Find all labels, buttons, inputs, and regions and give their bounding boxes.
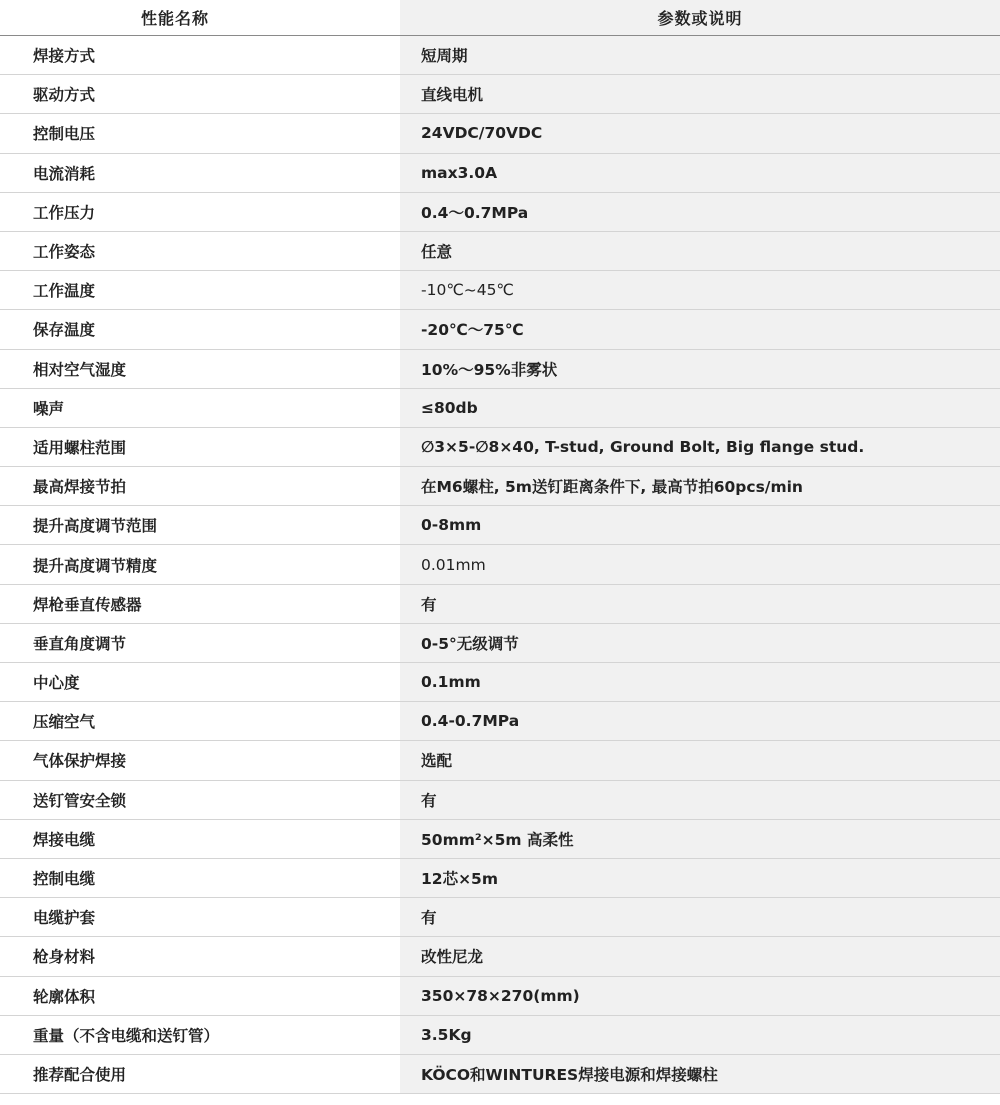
table-row [0,467,1000,506]
row-value: 直线电机 [400,75,1000,113]
table-row [0,428,1000,467]
row-name: 枪身材料 [33,948,96,967]
row-value: 0.4～0.7MPa [400,193,1000,231]
row-name: 工作温度 [33,282,96,301]
table-row [0,193,1000,232]
row-name: 控制电缆 [33,870,96,889]
table-row [0,859,1000,898]
table-row [0,350,1000,389]
row-name: 压缩空气 [33,713,96,732]
row-name: 中心度 [33,674,80,693]
table-row [0,585,1000,624]
table-row [0,663,1000,702]
row-value: 短周期 [400,36,1000,74]
row-value: 0-8mm [400,506,1000,544]
row-value: 0.01mm [400,545,1000,583]
row-value: 24VDC/70VDC [400,114,1000,152]
row-name: 工作姿态 [33,243,96,262]
row-name: 轮廓体积 [33,987,96,1006]
table-row [0,741,1000,780]
table-row [0,1055,1000,1094]
row-name: 相对空气湿度 [33,360,127,379]
row-value: 10%～95%非雾状 [400,350,1000,388]
row-name: 保存温度 [33,321,96,340]
row-name: 提升高度调节精度 [33,556,158,575]
row-name: 气体保护焊接 [33,752,127,771]
table-row [0,820,1000,859]
row-value: 12芯×5m [400,859,1000,897]
table-row [0,506,1000,545]
row-value: 350×78×270(mm) [400,977,1000,1015]
row-value: 0.1mm [400,663,1000,701]
table-row [0,36,1000,75]
row-name: 垂直角度调节 [33,634,127,653]
row-name: 电流消耗 [33,164,96,183]
row-value: 0-5°无级调节 [400,624,1000,662]
header-value: 参数或说明 [657,9,743,28]
header-name-cell [0,6,400,29]
row-name: 焊接电缆 [33,830,96,849]
table-row [0,702,1000,741]
table-header [0,0,1000,36]
row-value: KÖCO和WINTURES焊接电源和焊接螺柱 [400,1055,1000,1093]
row-name: 焊枪垂直传感器 [33,595,142,614]
row-value: 在M6螺柱, 5m送钉距离条件下, 最高节拍60pcs/min [400,467,1000,505]
table-row [0,75,1000,114]
table-row [0,545,1000,584]
row-name: 驱动方式 [33,86,96,105]
table-row [0,1016,1000,1055]
table-row [0,781,1000,820]
row-value: 3.5Kg [400,1016,1000,1054]
row-name: 工作压力 [33,203,96,222]
row-value: 改性尼龙 [400,937,1000,975]
header-name: 性能名称 [140,9,209,28]
table-row [0,389,1000,428]
row-name: 重量（不含电缆和送钉管） [33,1026,220,1045]
row-value: ≤80db [400,389,1000,427]
table-row [0,114,1000,153]
table-row [0,937,1000,976]
row-value: 有 [400,898,1000,936]
row-name: 控制电压 [33,125,96,144]
row-value: 有 [400,781,1000,819]
row-value: 0.4-0.7MPa [400,702,1000,740]
row-name: 提升高度调节范围 [33,517,158,536]
row-value: max3.0A [400,154,1000,192]
table-row [0,898,1000,937]
row-value: 有 [400,585,1000,623]
table-row [0,154,1000,193]
table-row [0,271,1000,310]
row-name: 焊接方式 [33,47,96,66]
table-row [0,310,1000,349]
table-row [0,624,1000,663]
row-value: -10℃~45℃ [400,271,1000,309]
row-value: ∅3×5-∅8×40, T-stud, Ground Bolt, Big flange stud. [400,428,1000,466]
row-name: 适用螺柱范围 [33,438,127,457]
row-name: 推荐配合使用 [33,1065,127,1084]
row-value: -20℃～75℃ [400,310,1000,348]
table-row [0,232,1000,271]
row-name: 送钉管安全锁 [33,791,127,810]
row-name: 噪声 [33,399,65,418]
table-row [0,977,1000,1016]
row-value: 选配 [400,741,1000,779]
row-name: 电缆护套 [33,909,96,928]
row-name: 最高焊接节拍 [33,478,127,497]
row-value: 任意 [400,232,1000,270]
row-value: 50mm²×5m 高柔性 [400,820,1000,858]
header-value-cell [400,0,1000,35]
